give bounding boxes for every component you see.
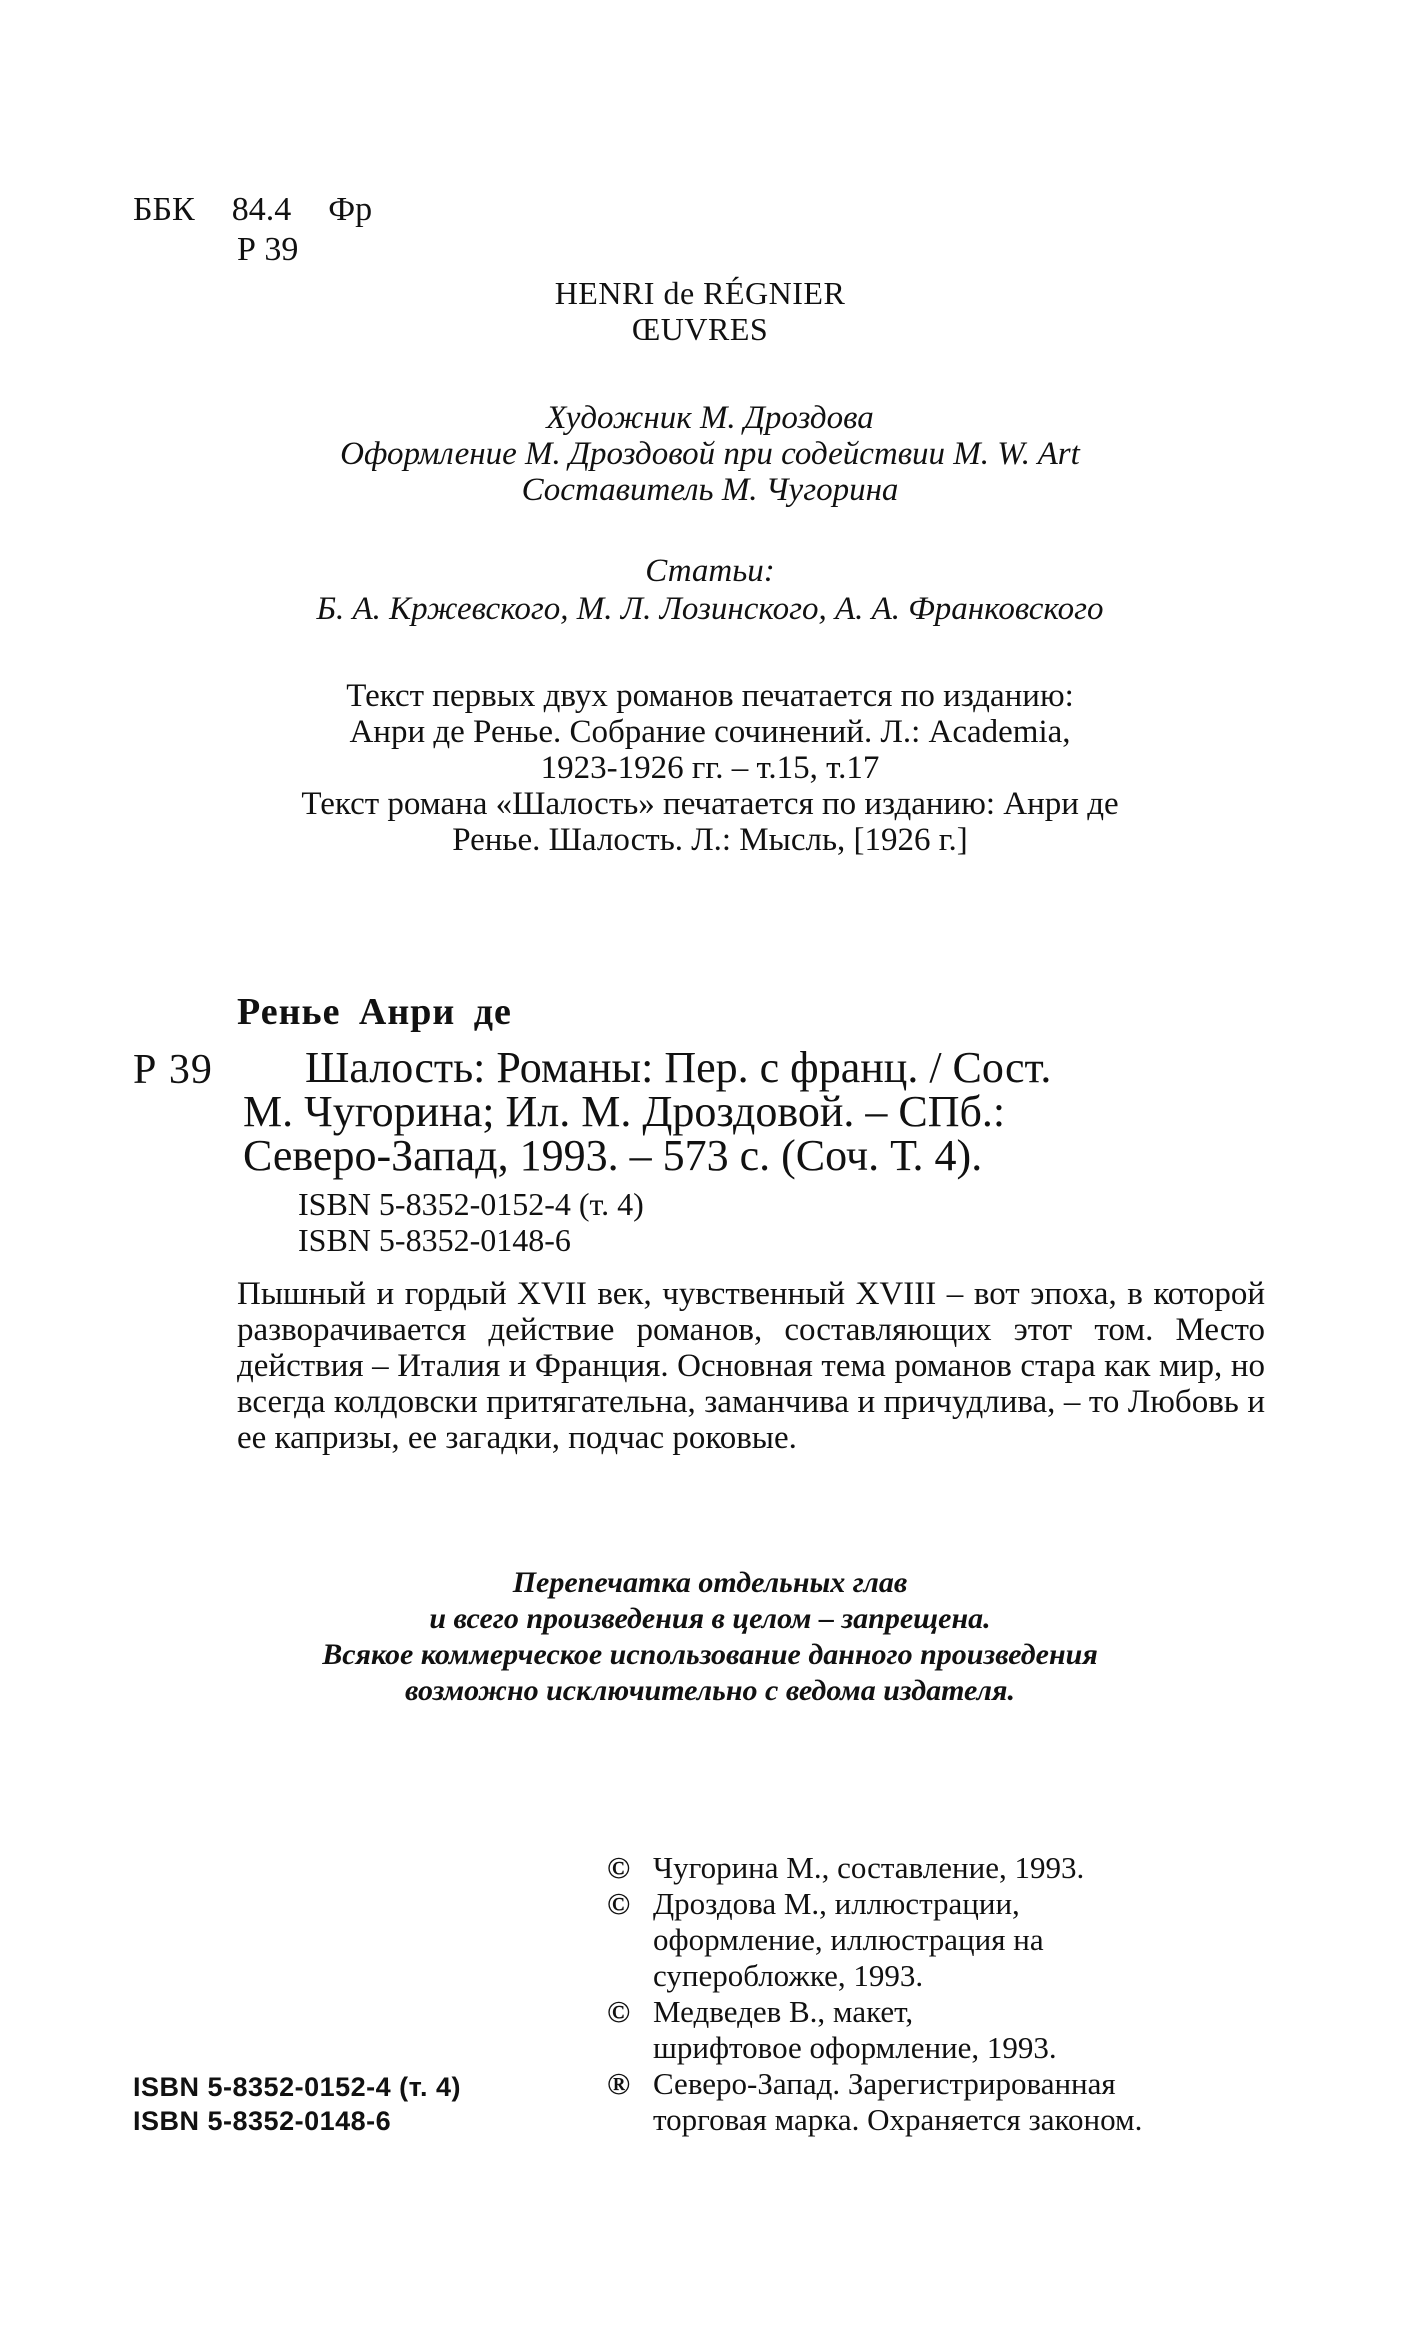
copyright-text: шрифтовое оформление, 1993. [653,2030,1057,2065]
warning-line: и всего произведения в целом – запрещена. [429,1602,991,1635]
bbk-label: ББК [133,191,195,228]
copyright-warning [150,1565,1270,1709]
edition-note-line: Ренье. Шалость. Л.: Мысль, [1926 г.] [452,822,968,858]
original-work: ŒUVRES [631,311,769,347]
bibliographic-entry [243,1043,1265,1180]
warning-line: Перепечатка отдельных глав [512,1566,908,1599]
articles-label: Статьи: [645,553,775,589]
copyright-text: оформление, иллюстрация на [653,1922,1044,1957]
warning-line: возможно исключительно с ведома издателя. [405,1674,1015,1707]
copyright-icon: © [607,1994,631,2029]
registered-mark-icon: ® [607,2066,631,2101]
edition-note-line: 1923-1926 гг. – т.15, т.17 [540,750,880,786]
copyright-text: Северо-Запад. Зарегистрированная [653,2066,1116,2101]
copyright-list [607,1850,1307,2138]
credits-block [200,400,1220,508]
isbn-list [298,1186,644,1258]
isbn-bottom-volume: ISBN 5-8352-0152-4 (т. 4) [133,2072,461,2102]
isbn-volume: ISBN 5-8352-0152-4 (т. 4) [298,1186,644,1222]
credit-artist: Художник М. Дроздова [546,400,874,436]
isbn-set: ISBN 5-8352-0148-6 [298,1222,571,1258]
credit-compiler: Составитель М. Чугорина [521,472,899,508]
copyright-text: Дроздова М., иллюстрации, [653,1886,1020,1921]
call-number: Р 39 [133,1047,213,1093]
original-title-block [430,275,970,347]
edition-note-line: Текст первых двух романов печатается по изданию: [346,678,1074,714]
bbk-line [133,190,372,230]
copyright-item [607,1886,1307,1994]
copyright-text: Чугорина М., составление, 1993. [653,1850,1085,1885]
author-mark: Р 39 [237,231,299,268]
classification-block [133,190,372,270]
copyright-item [607,2066,1307,2138]
copyright-icon: © [607,1886,631,1921]
original-author: HENRI de RÉGNIER [554,275,846,311]
isbn-bottom-block [133,2070,461,2138]
bbk-code: 84.4 [231,191,292,228]
edition-note-line: Текст романа «Шалость» печатается по изданию: Анри де [301,786,1119,822]
copyright-text: торговая марка. Охраняется законом. [653,2102,1143,2137]
copyright-text: Медведев В., макет, [653,1994,914,2029]
warning-line: Всякое коммерческое использование данного произведения [322,1638,1098,1671]
edition-note-block [150,678,1270,858]
credit-design: Оформление М. Дроздовой при содействии М. W. Art [340,436,1080,472]
author-heading: Ренье Анри де [237,991,512,1033]
copyright-text: суперобложке, 1993. [653,1958,924,1993]
bbk-suffix: Фр [328,191,373,228]
articles-block [150,552,1270,628]
annotation-paragraph: Пышный и гордый XVII век, чувственный XVIII – вот эпоха, в которой разворачивается действие романов, составляющих этот том. Место действия – Италия и Франция. Основная тема романов стара как мир, но всегда колдовски притягательна, заманчива и причудлива, – то Любовь и ее капризы, ее загадки, подчас роковые. [237,1276,1265,1456]
isbn-bottom-set: ISBN 5-8352-0148-6 [133,2106,392,2136]
edition-note-line: Анри де Ренье. Собрание сочинений. Л.: Academia, [349,714,1071,750]
articles-authors: Б. А. Кржевского, М. Л. Лозинского, А. А. Франковского [316,591,1104,627]
bib-line: Шалость: Романы: Пер. с франц. / Сост. [305,1043,1052,1092]
copyright-item [607,1994,1307,2066]
bib-line: Северо-Запад, 1993. – 573 с. (Соч. Т. 4). [243,1131,983,1180]
copyright-item [607,1850,1307,1886]
copyright-icon: © [607,1850,631,1885]
bib-line: М. Чугорина; Ил. М. Дроздовой. – СПб.: [243,1087,1006,1136]
